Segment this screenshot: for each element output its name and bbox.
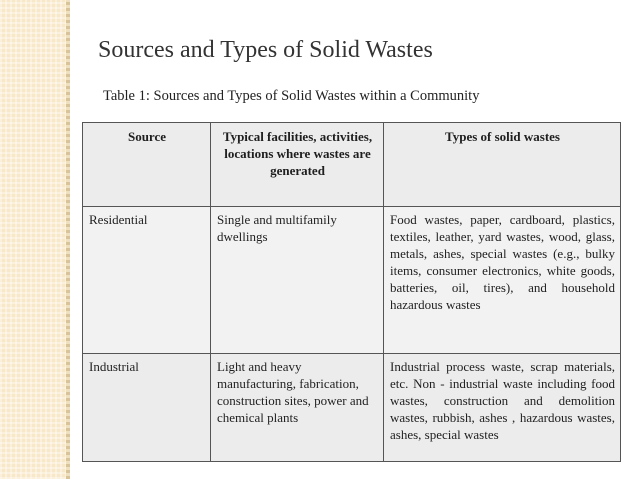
table-row xyxy=(83,354,621,462)
cell-types: Industrial process waste, scrap materials, etc. Non - industrial waste including food wastes, construction and demolition wastes, rubbish, ashes , hazardous wastes, ashes, special wastes xyxy=(384,354,621,462)
table-row xyxy=(83,207,621,354)
header-source: Source xyxy=(83,123,211,207)
cell-source: Residential xyxy=(83,207,211,354)
waste-sources-table xyxy=(82,122,621,462)
cell-types: Food wastes, paper, cardboard, plastics, textiles, leather, yard wastes, wood, glass, metals, ashes, special wastes (e.g., bulky items, consumer electronics, white goods, batteries, oil, tires), and household hazardous wastes xyxy=(384,207,621,354)
cell-facilities: Single and multifamily dwellings xyxy=(211,207,384,354)
decorative-sidebar xyxy=(0,0,66,479)
slide-title: Sources and Types of Solid Wastes xyxy=(98,37,433,63)
cell-facilities: Light and heavy manufacturing, fabrication, construction sites, power and chemical plants xyxy=(211,354,384,462)
table-header-row xyxy=(83,123,621,207)
table-caption: Table 1: Sources and Types of Solid Wastes within a Community xyxy=(103,88,480,104)
header-types: Types of solid wastes xyxy=(384,123,621,207)
header-facilities: Typical facilities, activities, locations where wastes are generated xyxy=(211,123,384,207)
sidebar-divider xyxy=(66,0,70,479)
cell-source: Industrial xyxy=(83,354,211,462)
